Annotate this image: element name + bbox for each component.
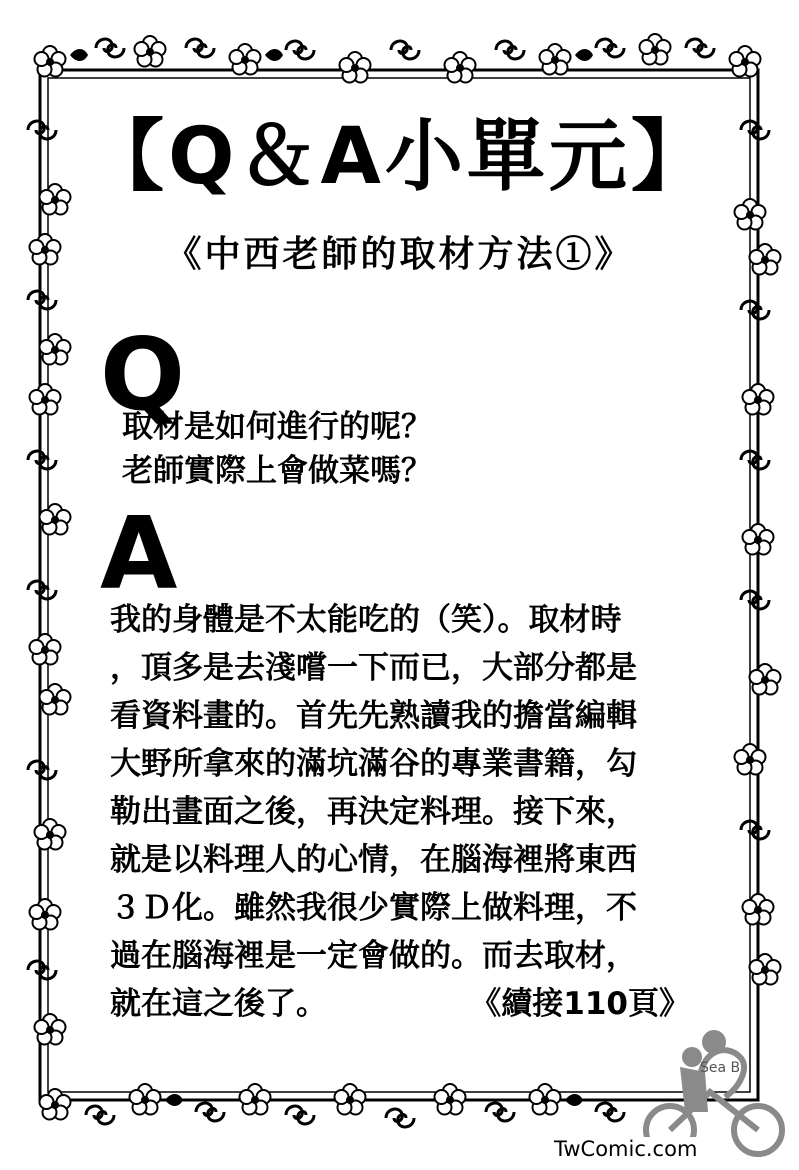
border-top	[35, 34, 761, 83]
answer-line: 就在這之後了。	[110, 986, 327, 1022]
question-letter: Q	[100, 316, 186, 433]
answer-line: 我的身體是不太能吃的（笑）。取材時	[110, 602, 622, 638]
answer-line: 過在腦海裡是一定會做的。而去取材，	[110, 938, 637, 974]
answer-line: 看資料畫的。首先先熟讀我的擔當編輯	[110, 698, 637, 734]
question-line: 取材是如何進行的呢？	[122, 409, 432, 445]
watermark-text: TwComic.com	[554, 1137, 698, 1161]
answer-line: 勒出畫面之後，再決定料理。接下來，	[110, 794, 637, 830]
answer-line: 大野所拿來的滿坑滿谷的專業書籍，勾	[110, 746, 637, 782]
answer-text	[110, 596, 710, 1028]
answer-line: ，頂多是去淺嚐一下而已，大部分都是	[110, 650, 637, 686]
question-text	[122, 405, 432, 493]
answer-letter: A	[100, 495, 178, 612]
question-line: 老師實際上會做菜嗎？	[122, 453, 432, 489]
answer-line: ３Ｄ化。雖然我很少實際上做料理，不	[110, 890, 637, 926]
border-bottom	[40, 1084, 625, 1127]
continued-note: 《續接110頁》	[470, 986, 690, 1022]
answer-last-line	[110, 980, 690, 1028]
answer-line: 就是以料理人的心情，在腦海裡將東西	[110, 842, 637, 878]
watermark-logo-text: Sea B	[700, 1060, 741, 1076]
page-subtitle: 《中西老師的取材方法①》	[165, 233, 634, 275]
page-title: 【Q＆A小單元】	[86, 112, 713, 202]
